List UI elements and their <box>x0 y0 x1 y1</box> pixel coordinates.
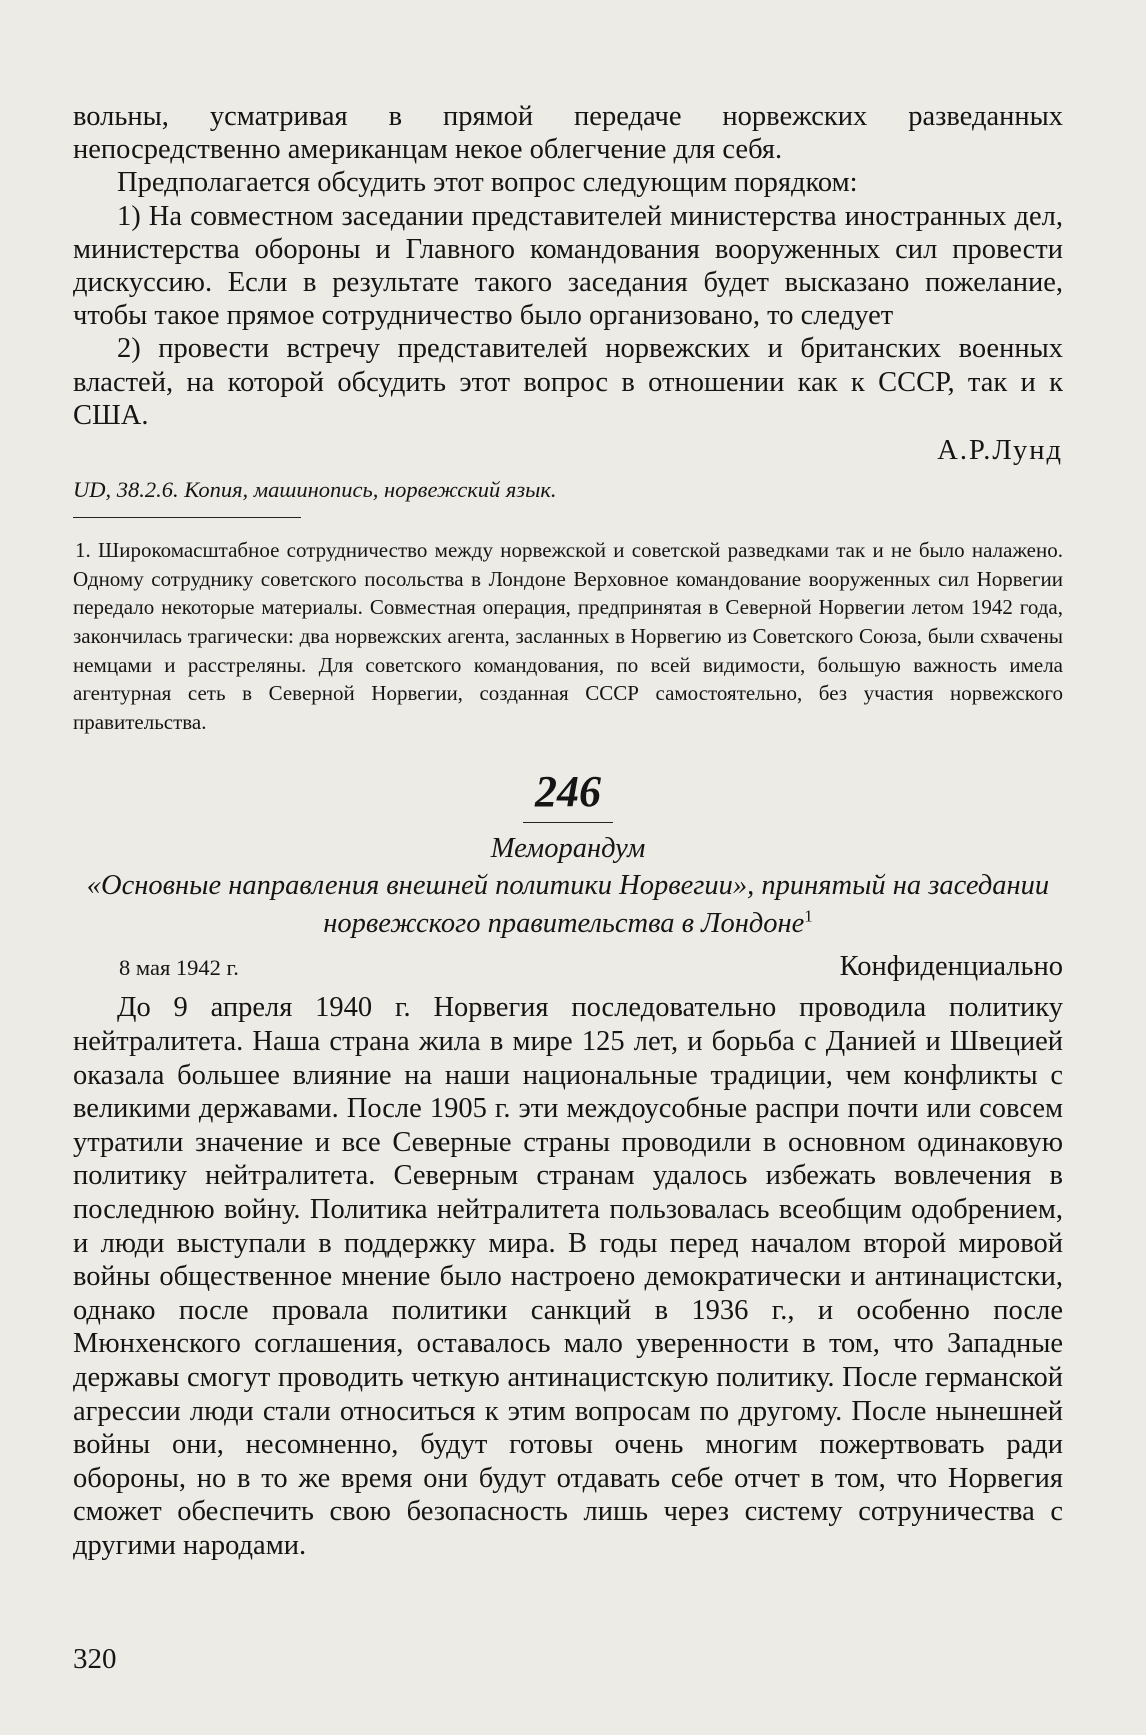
paragraph-step-2: 2) провести встречу представителей норвежских и британских военных властей, на которой обсудить этот вопрос в отношении как к СССР, так и к США. <box>73 333 1063 431</box>
footnote-mark: 1 <box>804 906 813 926</box>
document-number-rule <box>523 822 613 823</box>
classification-label: Конфиденциально <box>839 951 1063 983</box>
signature: А.Р.Лунд <box>937 435 1063 467</box>
page-number: 320 <box>73 1643 117 1675</box>
document-number: 246 <box>535 767 601 817</box>
footnote-divider <box>73 517 301 518</box>
paragraph-step-1: 1) На совместном заседании представителей министерства иностранных дел, министерства обороны и Главного командования вооруженных сил провести дискуссию. Если в результате такого заседания будет высказано пожелание, чтобы такое прямое сотрудничество было организовано, то следует <box>73 200 1063 332</box>
memorandum-paragraph: До 9 апреля 1940 г. Норвегия последовательно проводила политику нейтралитета. Наша страна жила в мире 125 лет, и борьба с Данией и Швецией оказала большее влияние на наши национальные традиции, чем конфликты с великими державами. После 1905 г. эти междоусобные распри почти или совсем утратили значение и все Северные страны проводили в основном одинаковую политику нейтралитета. Северным странам удалось избежать вовлечения в последнюю войну. Политика нейтралитета пользовалась всеобщим одобрением, и люди выступали в поддержку мира. В годы перед началом второй мировой войны общественное мнение было настроено демократически и антинацистски, однако после провала политики санкций в 1936 г., и особенно после Мюнхенского соглашения, оставалось мало уверенности в том, что Западные державы смогут проводить четкую антинацистскую политику. После германской агрессии люди стали относиться к этим вопросам по другому. После нынешней войны они, несомненно, будут готовы очень многим пожертвовать ради обороны, но в то же время они будут отдавать себе отчет в том, что Норвегия сможет обеспечить свою безопасность лишь через систему сотруничества с другими народами. <box>73 992 1063 1561</box>
paragraph-procedure: Предполагается обсудить этот вопрос следующим порядком: <box>117 167 858 199</box>
archive-source: UD, 38.2.6. Копия, машинопись, норвежский язык. <box>73 477 557 503</box>
document-date: 8 мая 1942 г. <box>119 955 239 981</box>
document-type: Меморандум <box>490 833 646 865</box>
book-page <box>73 100 1063 1660</box>
footnote: 1. Широкомасштабное сотрудничество между норвежской и советской разведками так и не было налажено. Одному сотруднику советского посольства в Лондоне Верховное командование вооруженных сил Норвегии передало некоторые материалы. Совместная операция, предпринятая в Северной Норвегии летом 1942 года, закончилась трагически: два норвежских агента, засланных в Норвегию из Советского Союза, были схвачены немцами и расстреляны. Для советского командования, по всей видимости, большую важность имела агентурная сеть в Северной Норвегии, созданная СССР самостоятельно, без участия норвежского правительства. <box>73 538 1063 734</box>
dateline <box>73 951 1063 983</box>
memorandum-body <box>73 991 1063 1562</box>
document-title-text: «Основные направления внешней политики Норвегии», принятый на заседании норвежского правительства в Лондоне <box>86 870 1050 940</box>
document-title <box>73 867 1063 943</box>
continued-paragraph: вольны, усматривая в прямой передаче норвежских разведанных непосредственно американцам некое облегчение для себя. <box>73 101 1063 166</box>
